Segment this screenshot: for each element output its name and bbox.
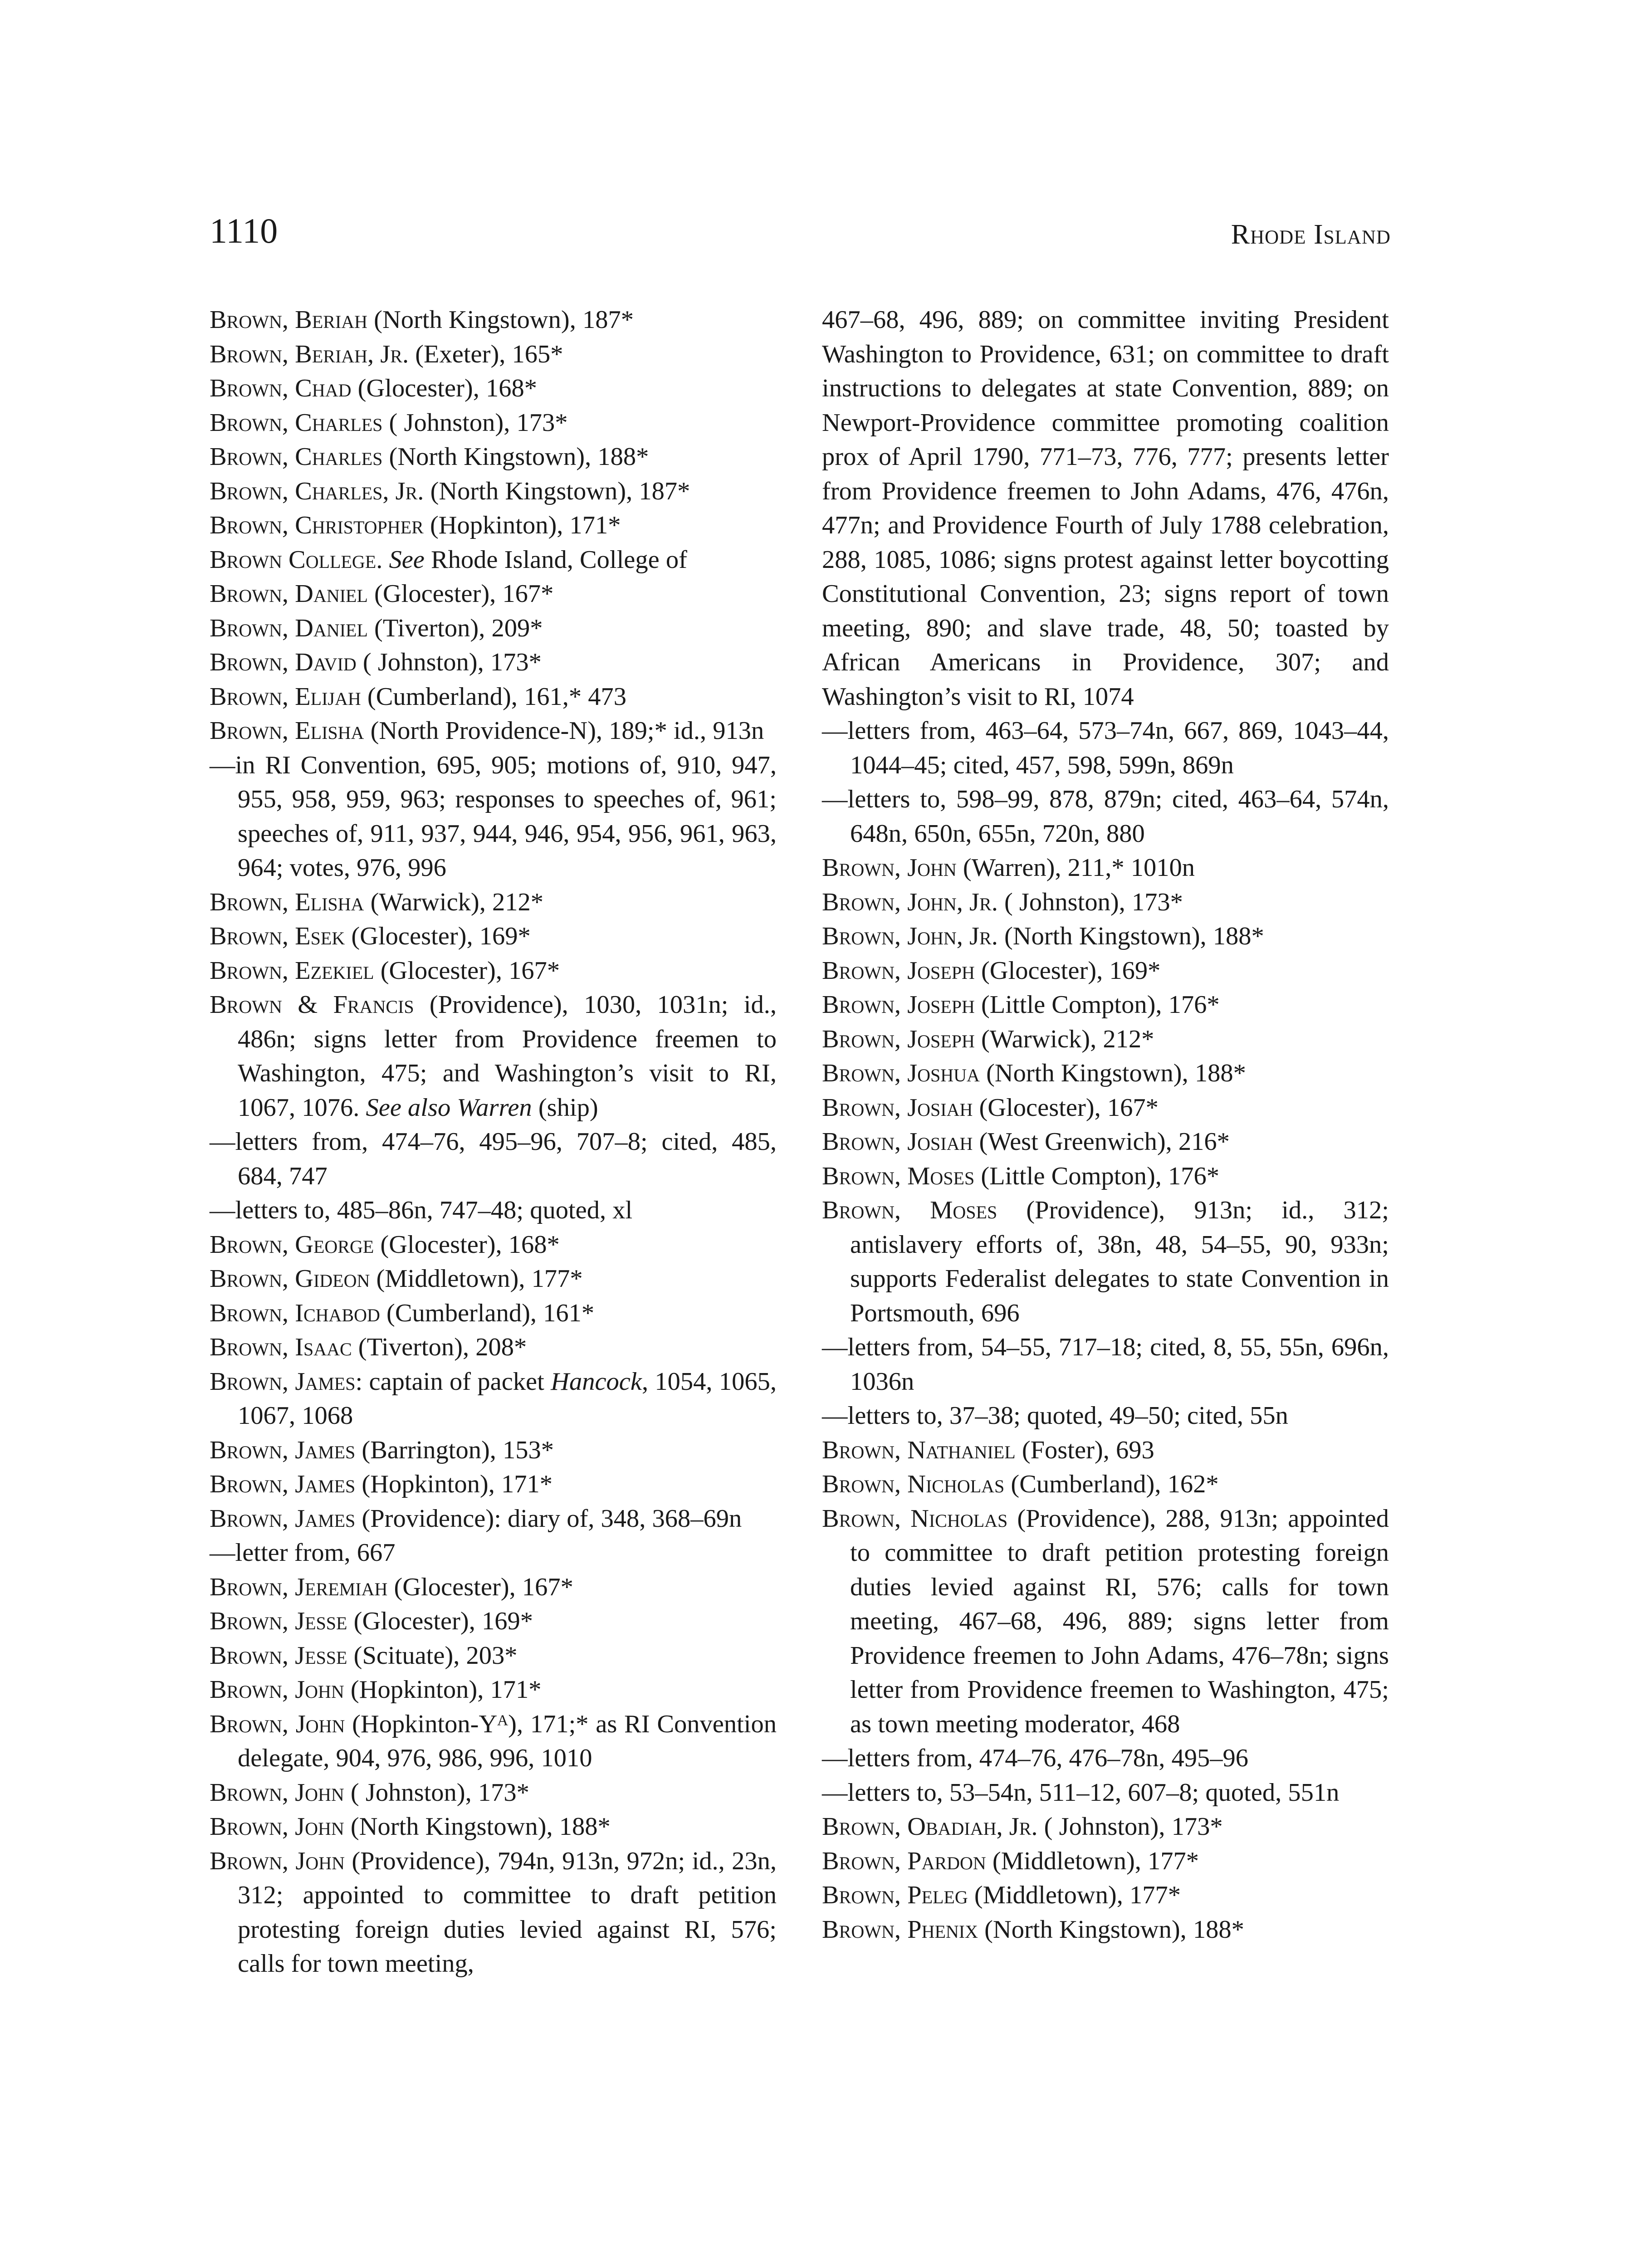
entry-text: (Foster), 693 — [1015, 1436, 1154, 1464]
entry-text: —letters from, 463–64, 573–74n, 667, 869, 1043–44, 1044–45; cited, 457, 598, 599n, 869n — [822, 717, 1389, 779]
entry-name: Brown, Joseph — [822, 991, 975, 1019]
entry-text: (North Kingstown), 188* — [997, 922, 1264, 950]
index-entry — [822, 885, 1389, 920]
running-head: Rhode Island — [1231, 219, 1391, 250]
index-subentry — [822, 1330, 1389, 1399]
entry-text: (Hopkinton), 171* — [344, 1676, 542, 1704]
index-entry — [210, 919, 777, 954]
index-subentry — [210, 748, 777, 885]
entry-name: Brown College — [210, 545, 376, 574]
index-entry — [822, 1878, 1389, 1913]
entry-text: (Hopkinton), 171* — [423, 511, 621, 539]
entry-text: ( Johnston), 173* — [344, 1778, 529, 1807]
entry-name: Brown, Gideon — [210, 1265, 370, 1293]
entry-name: Brown, John — [210, 1813, 344, 1841]
index-entry — [210, 543, 777, 577]
entry-name: Brown, Joshua — [822, 1059, 980, 1087]
entry-text: (Middletown), 177* — [968, 1881, 1181, 1909]
entry-name: Brown, James — [210, 1470, 356, 1498]
entry-italic: See also Warren — [366, 1093, 532, 1122]
entry-name: Brown, Nicholas — [822, 1504, 1008, 1533]
entry-text: (Hopkinton), 171* — [355, 1470, 552, 1498]
entry-text: (Providence), 913n; id., 312; antislavery efforts of, 38n, 48, 54–55, 90, 933n; supports Federalist delegates to state Convention in Portsmouth, 696 — [850, 1196, 1389, 1327]
entry-text: ( Johnston), 173* — [1037, 1813, 1223, 1841]
index-entry — [210, 1604, 777, 1639]
index-subentry — [822, 1741, 1389, 1776]
index-entry — [210, 1228, 777, 1262]
entry-name: Brown & Francis — [210, 991, 414, 1019]
entry-name: Brown, John — [210, 1676, 344, 1704]
entry-name: Brown, Christopher — [210, 511, 424, 539]
entry-text: . — [376, 545, 389, 574]
index-entry — [210, 1570, 777, 1605]
index-entry — [822, 1125, 1389, 1159]
entry-text: (Glocester), 169* — [974, 956, 1161, 985]
entry-name: Brown, John, Jr. — [822, 888, 998, 916]
entry-italic: See — [389, 545, 425, 574]
entry-name: Brown, John, Jr. — [822, 922, 998, 950]
index-entry — [210, 1707, 777, 1776]
entry-name: Brown, Beriah, Jr. — [210, 340, 409, 368]
entry-text: ( Johnston), 173* — [382, 408, 568, 437]
page-number: 1110 — [210, 211, 278, 250]
entry-text: (Cumberland), 161* — [380, 1299, 595, 1327]
index-entry — [822, 1433, 1389, 1468]
index-subentry — [822, 1399, 1389, 1433]
entry-name: Brown, Moses — [822, 1162, 975, 1190]
entry-text: (Scituate), 203* — [347, 1641, 518, 1670]
entry-name: Brown, Daniel — [210, 580, 368, 608]
entry-text: (North Kingstown), 187* — [367, 306, 634, 334]
entry-name: Brown, Moses — [822, 1196, 997, 1224]
entry-text: (North Kingstown), 188* — [978, 1915, 1244, 1944]
index-subentry — [822, 714, 1389, 782]
index-column-right — [822, 303, 1389, 1947]
entry-name: Brown, John — [210, 1847, 345, 1875]
entry-text: (Glocester), 167* — [973, 1093, 1159, 1122]
index-entry — [210, 714, 777, 748]
entry-text: —letters to, 37–38; quoted, 49–50; cited, 55n — [822, 1402, 1288, 1430]
entry-text: (Glocester), 168* — [351, 374, 537, 402]
entry-name: Brown, George — [210, 1230, 374, 1259]
entry-text: (North Kingstown), 188* — [344, 1813, 611, 1841]
index-entry — [822, 1844, 1389, 1879]
entry-text: (Glocester), 169* — [345, 922, 531, 950]
entry-text: (Warwick), 212* — [364, 888, 543, 916]
index-entry — [210, 954, 777, 988]
entry-text: (Providence), 288, 913n; appointed to committee to draft petition protesting foreign duties levied against RI, 576; calls for town meeting, 467–68, 496, 889; signs letter from Providence freemen to John Adams, 476–78n; signs letter from Providence freemen to Washington, 475; as town meeting moderator, 468 — [850, 1504, 1389, 1738]
entry-text: ( Johnston), 173* — [356, 648, 542, 676]
index-entry — [822, 851, 1389, 885]
entry-name: Brown, John — [210, 1710, 345, 1738]
index-subentry — [210, 1193, 777, 1228]
entry-text: (Glocester), 167* — [387, 1573, 573, 1601]
entry-text: (North Kingstown), 188* — [979, 1059, 1246, 1087]
entry-name: Brown, Elisha — [210, 888, 364, 916]
index-entry — [210, 406, 777, 440]
index-entry — [210, 1844, 777, 1981]
entry-text: —letters from, 474–76, 495–96, 707–8; cited, 485, 684, 747 — [210, 1128, 777, 1190]
entry-text: (Providence): diary of, 348, 368–69n — [355, 1504, 742, 1533]
entry-text: (Middletown), 177* — [370, 1265, 583, 1293]
entry-name: Brown, David — [210, 648, 357, 676]
index-entry — [210, 680, 777, 714]
entry-text: (Providence), 794n, 913n, 972n; id., 23n, 312; appointed to committee to draft petition protesting foreign duties levied against RI, 576; calls for town meeting, — [238, 1847, 777, 1978]
index-subentry — [822, 1776, 1389, 1810]
entry-text: (North Kingstown), 188* — [382, 443, 649, 471]
index-entry — [210, 1365, 777, 1433]
entry-name: Brown, Charles, Jr. — [210, 477, 424, 505]
entry-text: (Cumberland), 162* — [1004, 1470, 1219, 1498]
entry-name: Brown, Jesse — [210, 1607, 347, 1635]
index-entry — [210, 645, 777, 680]
entry-text: —letters to, 53–54n, 511–12, 607–8; quoted, 551n — [822, 1778, 1340, 1807]
entry-text: —letter from, 667 — [210, 1539, 396, 1567]
index-entry — [822, 954, 1389, 988]
entry-text: (Providence), 1030, 1031n; id., 486n; signs letter from Providence freemen to Washington, 475; and Washington’s visit to RI, 1067, 1076. — [238, 991, 777, 1122]
entry-text: (Glocester), 169* — [347, 1607, 533, 1635]
entry-text: (North Kingstown), 187* — [424, 477, 690, 505]
index-entry — [210, 1330, 777, 1365]
index-entry — [210, 1502, 777, 1536]
entry-name: Brown, Isaac — [210, 1333, 352, 1361]
entry-name: Brown, Nicholas — [822, 1470, 1005, 1498]
entry-text-tail: Rhode Island, College of — [424, 545, 687, 574]
index-entry — [822, 1159, 1389, 1194]
entry-text: (Middletown), 177* — [986, 1847, 1199, 1875]
entry-text-tail: , 1054, 1065, 1067, 1068 — [238, 1367, 777, 1430]
entry-text: (Glocester), 167* — [367, 580, 554, 608]
index-entry — [210, 1262, 777, 1296]
entry-name: Brown, Beriah — [210, 306, 368, 334]
index-entry — [822, 1193, 1389, 1330]
entry-text: (Tiverton), 209* — [367, 614, 543, 642]
entry-text: (Cumberland), 161,* 473 — [361, 682, 627, 711]
index-entry — [822, 1502, 1389, 1742]
entry-text: —letters to, 485–86n, 747–48; quoted, xl — [210, 1196, 633, 1224]
index-entry — [822, 1913, 1389, 1947]
index-entry — [822, 919, 1389, 954]
entry-name: Brown, Daniel — [210, 614, 368, 642]
entry-name: Brown, Joseph — [822, 1025, 975, 1053]
index-entry — [210, 474, 777, 509]
index-entry — [822, 1056, 1389, 1091]
entry-name: Brown, Elisha — [210, 717, 364, 745]
entry-text: (Little Compton), 176* — [974, 1162, 1220, 1190]
entry-text: (Exeter), 165* — [409, 340, 563, 368]
entry-name: Brown, Nathaniel — [822, 1436, 1016, 1464]
index-subentry — [822, 782, 1389, 851]
entry-text: (North Providence-N), 189;* id., 913n — [364, 717, 764, 745]
index-entry — [822, 1467, 1389, 1502]
entry-name: Brown, Joseph — [822, 956, 975, 985]
entry-name: Brown, Phenix — [822, 1915, 978, 1944]
entry-name: Brown, Charles — [210, 408, 383, 437]
entry-name: Brown, John — [210, 1778, 344, 1807]
index-entry — [210, 1433, 777, 1468]
index-subentry — [822, 303, 1389, 714]
entry-name: Brown, Josiah — [822, 1128, 973, 1156]
entry-name: Brown, Elijah — [210, 682, 361, 711]
index-entry — [210, 440, 777, 474]
index-entry — [210, 1810, 777, 1844]
entry-name: Brown, Josiah — [822, 1093, 973, 1122]
index-entry — [822, 1810, 1389, 1844]
index-entry — [210, 508, 777, 543]
index-entry — [822, 1091, 1389, 1125]
entry-name: Brown, Ezekiel — [210, 956, 374, 985]
entry-name: Brown, John — [822, 854, 957, 882]
entry-text: (Glocester), 168* — [374, 1230, 560, 1259]
index-entry — [210, 1639, 777, 1673]
entry-name: Brown, Peleg — [822, 1881, 968, 1909]
index-entry — [210, 988, 777, 1125]
entry-text: 467–68, 496, 889; on committee inviting President Washington to Providence, 631; on committee to draft instructions to delegates at state Convention, 889; on Newport-Providence committee promoting coalition prox of April 1790, 771–73, 776, 777; presents letter from Providence freemen to John Adams, 476, 476n, 477n; and Providence Fourth of July 1788 celebration, 288, 1085, 1086; signs protest against letter boycotting Constitutional Convention, 23; signs report of town meeting, 890; and slave trade, 48, 50; toasted by African Americans in Providence, 307; and Washington’s visit to RI, 1074 — [822, 306, 1389, 711]
index-entry — [210, 1673, 777, 1707]
entry-text: (Little Compton), 176* — [974, 991, 1220, 1019]
entry-text: —in RI Convention, 695, 905; motions of, 910, 947, 955, 958, 959, 963; responses to speeches of, 961; speeches of, 911, 937, 944, 946, 954, 956, 961, 963, 964; votes, 976, 996 — [210, 751, 777, 882]
entry-text: (Hopkinton-Yᴬ), 171;* as RI Convention delegate, 904, 976, 986, 996, 1010 — [238, 1710, 777, 1772]
entry-text: (Warwick), 212* — [974, 1025, 1154, 1053]
entry-text: (Tiverton), 208* — [352, 1333, 527, 1361]
index-subentry — [210, 1536, 777, 1570]
entry-name: Brown, Pardon — [822, 1847, 986, 1875]
index-entry — [210, 1296, 777, 1331]
entry-name: Brown, James — [210, 1436, 356, 1464]
index-entry — [210, 337, 777, 372]
entry-name: Brown, Obadiah, Jr. — [822, 1813, 1038, 1841]
index-entry — [210, 1776, 777, 1810]
entry-text: ( Johnston), 173* — [997, 888, 1183, 916]
index-column-left — [210, 303, 777, 1981]
index-entry — [210, 577, 777, 611]
entry-name: Brown, Ichabod — [210, 1299, 380, 1327]
index-entry — [210, 1467, 777, 1502]
entry-text: : captain of packet — [355, 1367, 551, 1396]
entry-text: —letters from, 54–55, 717–18; cited, 8, 55, 55n, 696n, 1036n — [822, 1333, 1389, 1396]
entry-text: (West Greenwich), 216* — [973, 1128, 1230, 1156]
entry-name: Brown, Charles — [210, 443, 383, 471]
entry-text: (Barrington), 153* — [355, 1436, 554, 1464]
index-subentry — [210, 1125, 777, 1193]
entry-name: Brown, Chad — [210, 374, 352, 402]
index-entry — [210, 885, 777, 920]
entry-text-tail: (ship) — [532, 1093, 598, 1122]
index-entry — [822, 988, 1389, 1022]
entry-name: Brown, James — [210, 1504, 356, 1533]
entry-text: —letters to, 598–99, 878, 879n; cited, 463–64, 574n, 648n, 650n, 655n, 720n, 880 — [822, 785, 1389, 848]
entry-text: —letters from, 474–76, 476–78n, 495–96 — [822, 1744, 1249, 1772]
entry-name: Brown, Esek — [210, 922, 345, 950]
entry-name: Brown, Jeremiah — [210, 1573, 388, 1601]
index-entry — [210, 371, 777, 406]
entry-italic: Hancock — [551, 1367, 642, 1396]
entry-text: (Glocester), 167* — [374, 956, 560, 985]
index-entry — [822, 1022, 1389, 1057]
index-entry — [210, 611, 777, 646]
entry-name: Brown, James — [210, 1367, 356, 1396]
index-entry — [210, 303, 777, 337]
entry-name: Brown, Jesse — [210, 1641, 347, 1670]
entry-text: (Warren), 211,* 1010n — [956, 854, 1195, 882]
